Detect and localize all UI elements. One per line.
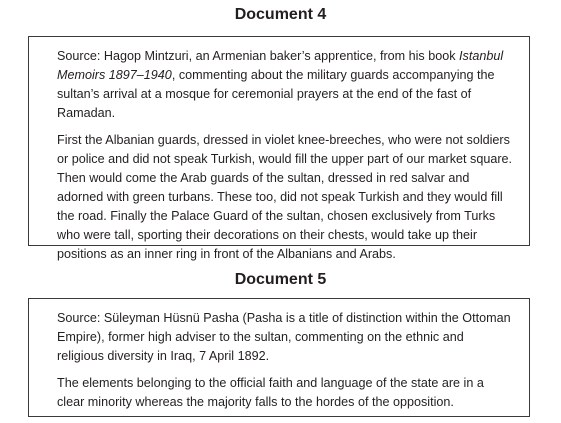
document-4-source — [57, 47, 513, 123]
document-5-body: The elements belonging to the official faith and language of the state are in a clear minority whereas the majority falls to the hordes of the opposition. — [57, 376, 484, 409]
document-4-source-prefix: Source: Hagop Mintzuri, an Armenian baker’s apprentice, from his book — [57, 49, 460, 63]
document-4-body: First the Albanian guards, dressed in violet knee-breeches, who were not soldiers or police and did not speak Turkish, would fill the upper part of our market square. Then would come the Arab guards of the sultan, dressed in red salvar and adorned with green turbans. These too, did not speak Turkish and they would fill the road. Finally the Palace Guard of the sultan, chosen exclusively from Turks who were tall, sporting their decorations on their chests, would take up their positions as an inner ring in front of the Albanians and Arabs. — [57, 133, 513, 261]
document-4-title: Document 4 — [234, 6, 327, 23]
document-4-box — [28, 36, 530, 261]
document-5-source: Source: Süleyman Hüsnü Pasha (Pasha is a title of distinction within the Ottoman Empire), former high adviser to the sultan, commenting on the ethnic and religious diversity in Iraq, 7 April 1892. — [57, 311, 511, 363]
document-4-source-suffix: , commenting about the military guards accompanying the sultan’s arrival at a mosque for ceremonial prayers at the end of the fast of Ramadan. — [57, 68, 495, 120]
document-5-box — [28, 298, 530, 417]
document-4-book-title: Istanbul Memoirs 1897–1940 — [57, 49, 504, 82]
document-5-title: Document 5 — [234, 271, 327, 288]
